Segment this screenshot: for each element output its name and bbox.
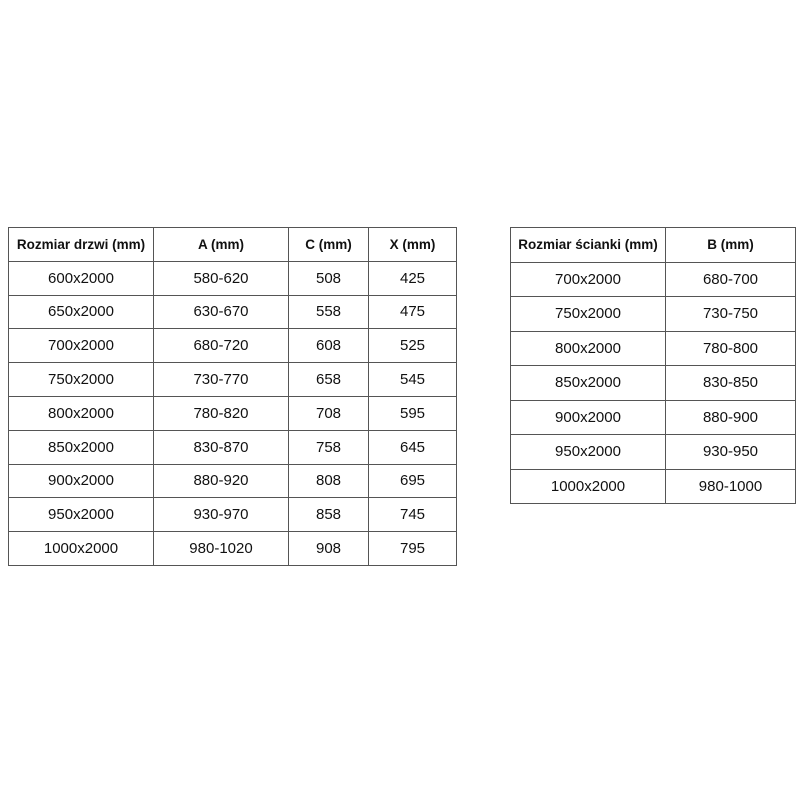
table-cell: 930-970	[154, 498, 289, 532]
table-cell: 758	[289, 430, 369, 464]
door-sizes-table	[8, 227, 457, 566]
table-row	[9, 498, 457, 532]
table-cell: 980-1000	[666, 469, 796, 504]
column-header: B (mm)	[666, 228, 796, 263]
table-row	[511, 400, 796, 435]
table-cell: 880-920	[154, 464, 289, 498]
column-header: Rozmiar drzwi (mm)	[9, 228, 154, 262]
table-header-row	[9, 228, 457, 262]
table-row	[9, 363, 457, 397]
table-cell: 745	[369, 498, 457, 532]
table-cell: 795	[369, 532, 457, 566]
column-header: X (mm)	[369, 228, 457, 262]
table-cell: 830-850	[666, 366, 796, 401]
table-cell: 950x2000	[9, 498, 154, 532]
table-cell: 1000x2000	[511, 469, 666, 504]
table-row	[9, 295, 457, 329]
table-cell: 830-870	[154, 430, 289, 464]
table-cell: 800x2000	[511, 331, 666, 366]
table-header-row	[511, 228, 796, 263]
table-row	[511, 469, 796, 504]
table-cell: 700x2000	[511, 262, 666, 297]
table-cell: 525	[369, 329, 457, 363]
table-cell: 730-750	[666, 297, 796, 332]
table-cell: 908	[289, 532, 369, 566]
table-cell: 800x2000	[9, 396, 154, 430]
table-row	[511, 366, 796, 401]
table-row	[511, 297, 796, 332]
table-cell: 595	[369, 396, 457, 430]
table-cell: 645	[369, 430, 457, 464]
table-cell: 630-670	[154, 295, 289, 329]
table-cell: 475	[369, 295, 457, 329]
column-header: A (mm)	[154, 228, 289, 262]
table-row	[511, 262, 796, 297]
table-cell: 545	[369, 363, 457, 397]
table-cell: 600x2000	[9, 261, 154, 295]
table-row	[511, 331, 796, 366]
table-cell: 808	[289, 464, 369, 498]
table-row	[9, 396, 457, 430]
table-cell: 750x2000	[9, 363, 154, 397]
table-cell: 780-800	[666, 331, 796, 366]
table-cell: 700x2000	[9, 329, 154, 363]
table-cell: 695	[369, 464, 457, 498]
table-cell: 980-1020	[154, 532, 289, 566]
table-cell: 900x2000	[9, 464, 154, 498]
table-cell: 680-700	[666, 262, 796, 297]
table-cell: 850x2000	[9, 430, 154, 464]
table-row	[9, 261, 457, 295]
table-cell: 850x2000	[511, 366, 666, 401]
table-cell: 650x2000	[9, 295, 154, 329]
wall-sizes-table	[510, 227, 796, 504]
table-cell: 780-820	[154, 396, 289, 430]
table-row	[9, 464, 457, 498]
table-cell: 750x2000	[511, 297, 666, 332]
table-cell: 658	[289, 363, 369, 397]
table-cell: 580-620	[154, 261, 289, 295]
table-cell: 680-720	[154, 329, 289, 363]
column-header: C (mm)	[289, 228, 369, 262]
table-row	[511, 435, 796, 470]
table-cell: 508	[289, 261, 369, 295]
table-cell: 708	[289, 396, 369, 430]
table-cell: 608	[289, 329, 369, 363]
table-cell: 425	[369, 261, 457, 295]
table-cell: 730-770	[154, 363, 289, 397]
table-row	[9, 430, 457, 464]
table-cell: 900x2000	[511, 400, 666, 435]
table-cell: 930-950	[666, 435, 796, 470]
table-cell: 558	[289, 295, 369, 329]
table-cell: 1000x2000	[9, 532, 154, 566]
table-cell: 858	[289, 498, 369, 532]
table-cell: 880-900	[666, 400, 796, 435]
column-header: Rozmiar ścianki (mm)	[511, 228, 666, 263]
table-row	[9, 532, 457, 566]
table-row	[9, 329, 457, 363]
table-cell: 950x2000	[511, 435, 666, 470]
